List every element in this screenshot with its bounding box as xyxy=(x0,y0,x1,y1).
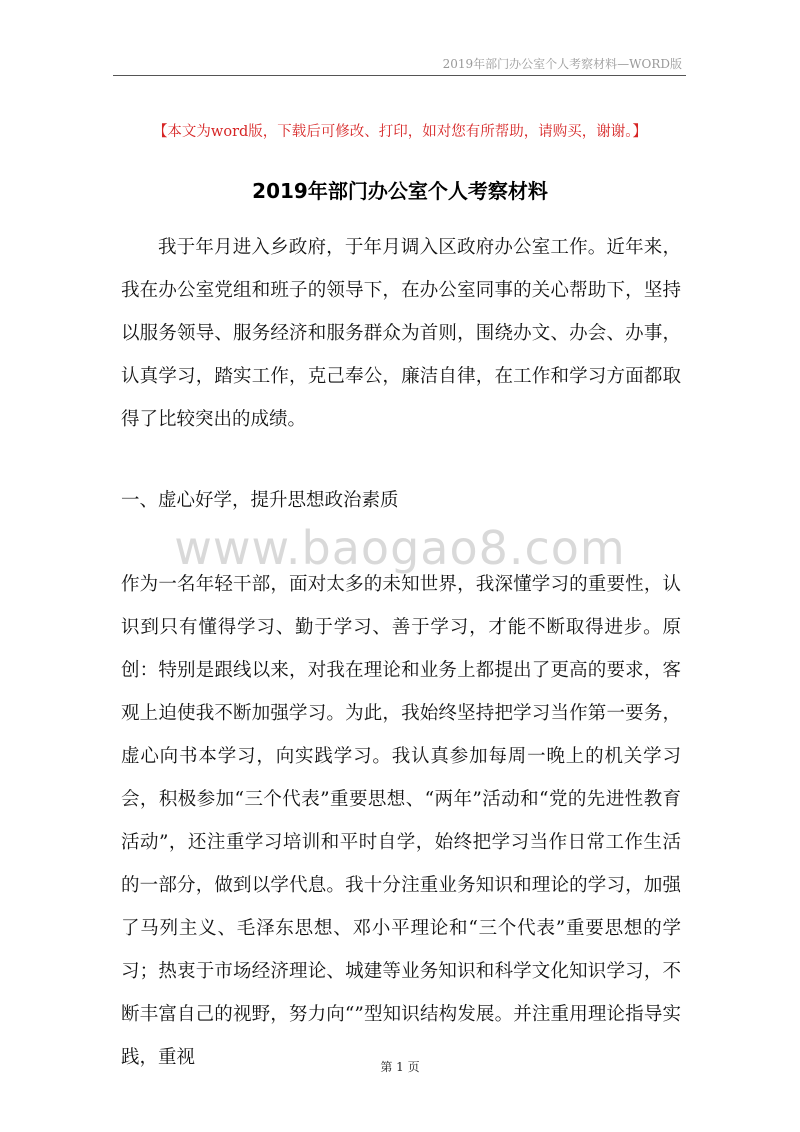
intro-paragraph: 我于年月进入乡政府，于年月调入区政府办公室工作。近年来，我在办公室党组和班子的领导下，在办公室同事的关心帮助下，坚持以服务领导、服务经济和服务群众为首则，围绕办文、办会、办事，认真学习，踏实工作，克己奉公，廉洁自律，在工作和学习方面都取得了比较突出的成绩。 xyxy=(121,237,681,430)
running-header: 2019年部门办公室个人考察材料—WORD版 xyxy=(442,57,682,71)
header-divider xyxy=(113,75,686,76)
purchase-notice: 【本文为word版，下载后可修改、打印，如对您有所帮助，请购买，谢谢。】 xyxy=(152,124,648,140)
section-heading: 一、虚心好学，提升思想政治素质 xyxy=(121,490,399,511)
page-number: 第 1 页 xyxy=(380,1060,420,1074)
document-title: 2019年部门办公室个人考察材料 xyxy=(252,179,548,203)
body-paragraph: 作为一名年轻干部，面对太多的未知世界，我深懂学习的重要性，认识到只有懂得学习、勤于学习、善于学习，才能不断取得进步。原创：特别是跟线以来，对我在理论和业务上都提出了更高的要求，客观上迫使我不断加强学习。为此，我始终坚持把学习当作第一要务，虚心向书本学习，向实践学习。我认真参加每周一晚上的机关学习会，积极参加“三个代表”重要思想、“两年”活动和“党的先进性教育活动”，还注重学习培训和平时自学，始终把学习当作日常工作生活的一部分，做到以学代息。我十分注重业务知识和理论的学习，加强了马列主义、毛泽东思想、邓小平理论和“三个代表”重要思想的学习；热衷于市场经济理论、城建等业务知识和科学文化知识学习，不断丰富自己的视野，努力向“”型知识结构发展。并注重用理论指导实践，重视 xyxy=(121,574,681,1068)
watermark: www.baogao8.com xyxy=(174,521,626,575)
